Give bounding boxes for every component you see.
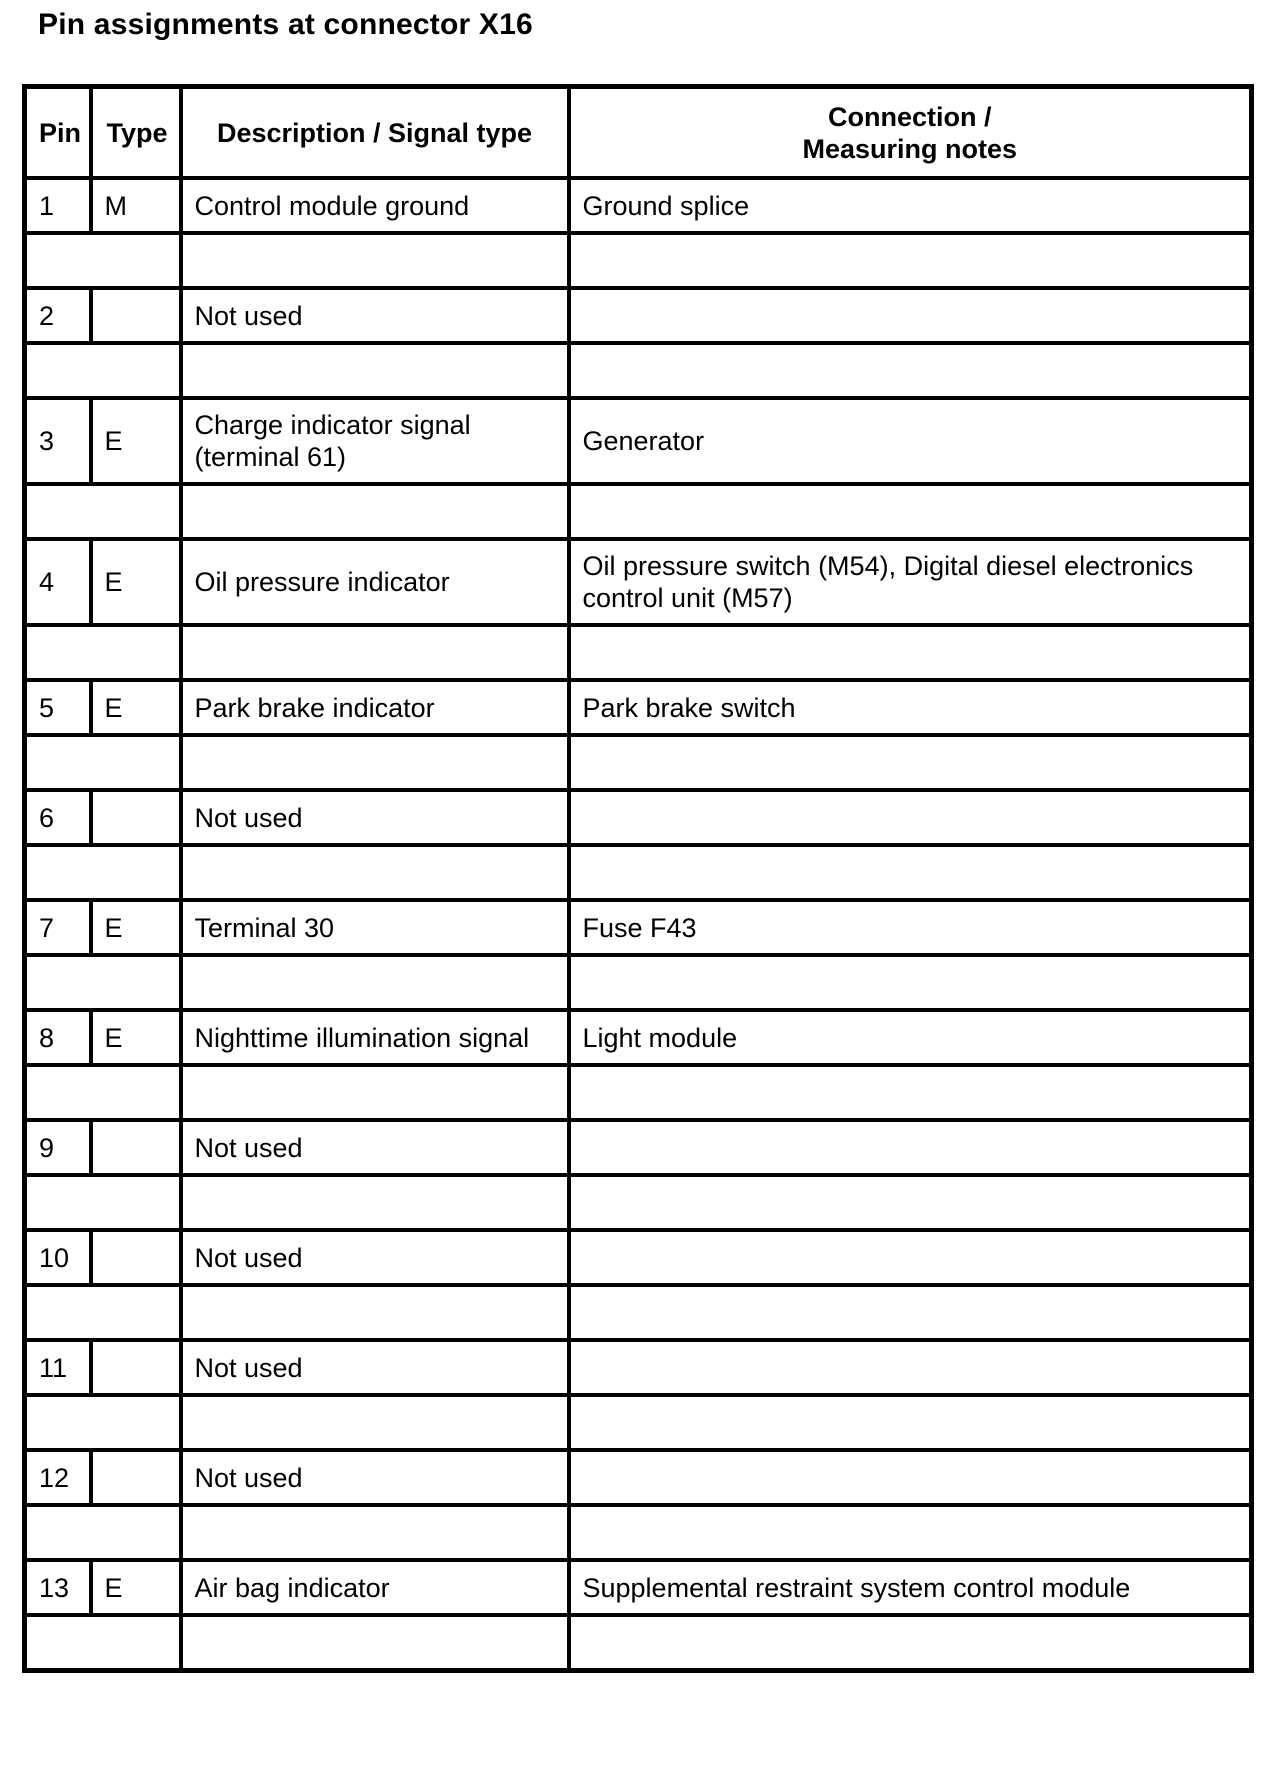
pin-cell: 3 — [25, 398, 91, 484]
description-cell: Nighttime illumination signal — [181, 1010, 569, 1065]
pin-cell: 13 — [25, 1560, 91, 1615]
pin-cell: 11 — [25, 1340, 91, 1395]
description-cell: Not used — [181, 790, 569, 845]
type-cell: E — [91, 1010, 181, 1065]
type-cell: E — [91, 680, 181, 735]
header-type: Type — [91, 87, 181, 179]
spacer-row — [25, 233, 1252, 288]
table-row — [25, 1230, 1252, 1285]
pin-cell: 1 — [25, 178, 91, 233]
description-cell: Not used — [181, 1230, 569, 1285]
spacer-row — [25, 1175, 1252, 1230]
table-row — [25, 1120, 1252, 1175]
pin-cell: 8 — [25, 1010, 91, 1065]
table-row — [25, 900, 1252, 955]
table-row — [25, 1450, 1252, 1505]
type-cell — [91, 1450, 181, 1505]
spacer-row — [25, 1395, 1252, 1450]
description-cell: Not used — [181, 1450, 569, 1505]
header-pin: Pin — [25, 87, 91, 179]
pin-cell: 9 — [25, 1120, 91, 1175]
spacer-row — [25, 1285, 1252, 1340]
table-row — [25, 1340, 1252, 1395]
type-cell — [91, 1120, 181, 1175]
description-cell: Oil pressure indicator — [181, 539, 569, 625]
spacer-row — [25, 484, 1252, 539]
connection-cell — [569, 1340, 1252, 1395]
type-cell: E — [91, 539, 181, 625]
description-cell: Not used — [181, 288, 569, 343]
table-row — [25, 1010, 1252, 1065]
pin-cell: 4 — [25, 539, 91, 625]
spacer-row — [25, 1505, 1252, 1560]
connection-cell: Oil pressure switch (M54), Digital diesel electronics control unit (M57) — [569, 539, 1252, 625]
spacer-row — [25, 625, 1252, 680]
page-title: Pin assignments at connector X16 — [38, 8, 533, 41]
type-cell — [91, 288, 181, 343]
table-row — [25, 539, 1252, 625]
type-cell — [91, 1340, 181, 1395]
table-row — [25, 790, 1252, 845]
description-cell: Park brake indicator — [181, 680, 569, 735]
pin-cell: 2 — [25, 288, 91, 343]
spacer-row — [25, 735, 1252, 790]
description-cell: Not used — [181, 1120, 569, 1175]
description-cell: Control module ground — [181, 178, 569, 233]
description-cell: Charge indicator signal (terminal 61) — [181, 398, 569, 484]
pin-cell: 7 — [25, 900, 91, 955]
connection-cell: Park brake switch — [569, 680, 1252, 735]
table-row — [25, 178, 1252, 233]
pin-cell: 10 — [25, 1230, 91, 1285]
table-row — [25, 680, 1252, 735]
connection-cell: Light module — [569, 1010, 1252, 1065]
type-cell: M — [91, 178, 181, 233]
header-description: Description / Signal type — [181, 87, 569, 179]
type-cell: E — [91, 900, 181, 955]
description-cell: Air bag indicator — [181, 1560, 569, 1615]
connection-cell — [569, 1120, 1252, 1175]
pin-cell: 12 — [25, 1450, 91, 1505]
pin-assignment-table — [22, 84, 1254, 1673]
type-cell: E — [91, 398, 181, 484]
connection-cell: Ground splice — [569, 178, 1252, 233]
connection-cell — [569, 1450, 1252, 1505]
table-row — [25, 288, 1252, 343]
spacer-row — [25, 343, 1252, 398]
connection-cell: Supplemental restraint system control module — [569, 1560, 1252, 1615]
header-connection-line1: Connection / — [828, 101, 992, 132]
table-row — [25, 1560, 1252, 1615]
spacer-row — [25, 955, 1252, 1010]
connection-cell — [569, 790, 1252, 845]
connection-cell: Fuse F43 — [569, 900, 1252, 955]
pin-cell: 6 — [25, 790, 91, 845]
header-connection-line2: Measuring notes — [802, 133, 1018, 164]
connection-cell — [569, 1230, 1252, 1285]
connection-cell — [569, 288, 1252, 343]
pin-cell: 5 — [25, 680, 91, 735]
spacer-row — [25, 1065, 1252, 1120]
spacer-row — [25, 1615, 1252, 1671]
type-cell — [91, 1230, 181, 1285]
header-connection — [569, 87, 1252, 179]
table-row — [25, 398, 1252, 484]
connection-cell: Generator — [569, 398, 1252, 484]
table-header-row — [25, 87, 1252, 179]
description-cell: Not used — [181, 1340, 569, 1395]
description-cell: Terminal 30 — [181, 900, 569, 955]
type-cell — [91, 790, 181, 845]
type-cell: E — [91, 1560, 181, 1615]
spacer-row — [25, 845, 1252, 900]
